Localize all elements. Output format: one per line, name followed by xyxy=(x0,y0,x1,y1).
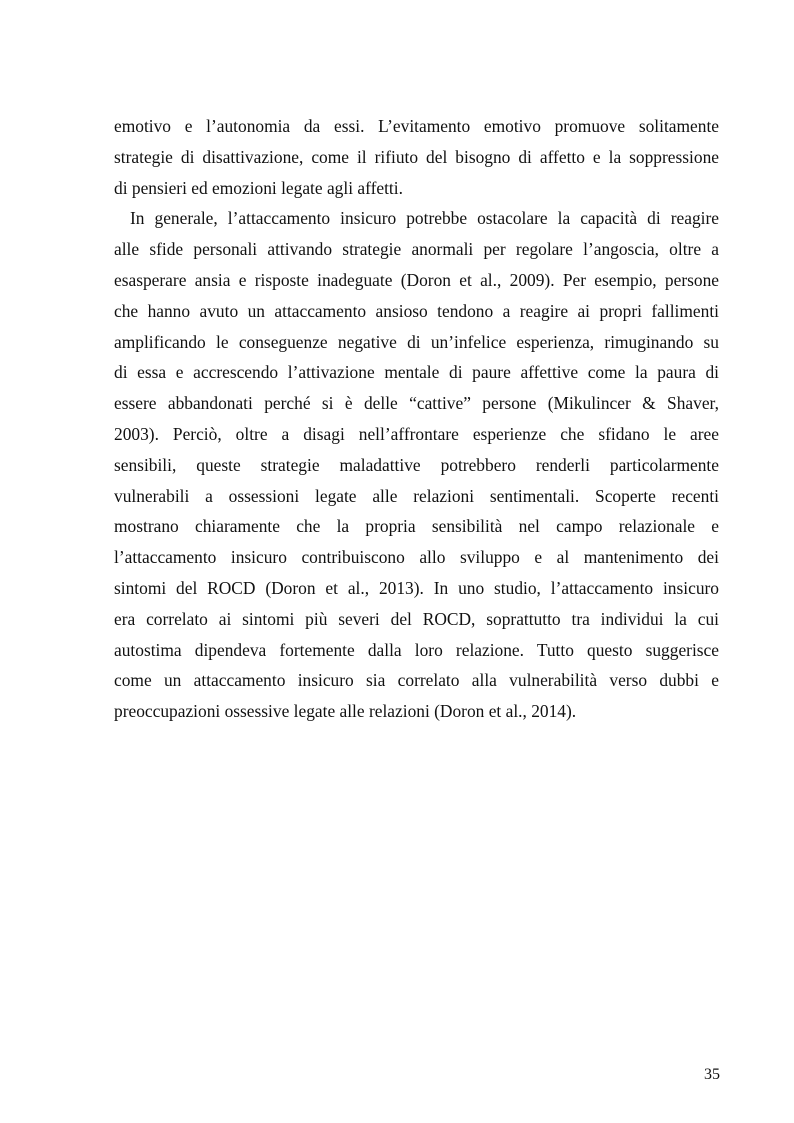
text-line: sensibili, queste strategie maladattive potrebbero renderli particolarmente xyxy=(114,454,719,475)
text-line: alle sfide personali attivando strategie anormali per regolare l’angoscia, oltre a xyxy=(114,239,719,260)
text-line: preoccupazioni ossessive legate alle relazioni (Doron et al., 2014). xyxy=(114,701,577,722)
text-line: autostima dipendeva fortemente dalla loro relazione. Tutto questo suggerisce xyxy=(114,639,719,660)
text-line: In generale, l’attaccamento insicuro potrebbe ostacolare la capacità di reagire xyxy=(130,208,719,229)
text-line: 2003). Perciò, oltre a disagi nell’affrontare esperienze che sfidano le aree xyxy=(114,423,719,444)
page-number: 35 xyxy=(704,1066,720,1083)
text-line: amplificando le conseguenze negative di un’infelice esperienza, rimuginando su xyxy=(114,331,719,352)
text-line: sintomi del ROCD (Doron et al., 2013). In uno studio, l’attaccamento insicuro xyxy=(114,577,719,598)
text-line: vulnerabili a ossessioni legate alle relazioni sentimentali. Scoperte recenti xyxy=(114,485,719,506)
text-line: era correlato ai sintomi più severi del ROCD, soprattutto tra individui la cui xyxy=(114,608,719,629)
text-line: di pensieri ed emozioni legate agli affetti. xyxy=(114,177,403,198)
text-line: essere abbandonati perché si è delle “cattive” persone (Mikulincer & Shaver, xyxy=(114,393,719,414)
text-line: esasperare ansia e risposte inadeguate (Doron et al., 2009). Per esempio, persone xyxy=(114,269,719,290)
text-line: strategie di disattivazione, come il rifiuto del bisogno di affetto e la soppressione xyxy=(114,146,719,167)
body-text xyxy=(114,111,719,727)
text-line: emotivo e l’autonomia da essi. L’evitamento emotivo promuove solitamente xyxy=(114,116,719,136)
text-line: che hanno avuto un attaccamento ansioso tendono a reagire ai propri fallimenti xyxy=(114,300,719,321)
text-line: l’attaccamento insicuro contribuiscono allo sviluppo e al mantenimento dei xyxy=(114,547,719,568)
text-line: di essa e accrescendo l’attivazione mentale di paure affettive come la paura di xyxy=(114,362,719,383)
text-line: mostrano chiaramente che la propria sensibilità nel campo relazionale e xyxy=(114,516,719,537)
text-line: come un attaccamento insicuro sia correlato alla vulnerabilità verso dubbi e xyxy=(114,670,719,691)
paragraph-2 xyxy=(114,203,719,727)
paragraph-1 xyxy=(114,111,719,203)
